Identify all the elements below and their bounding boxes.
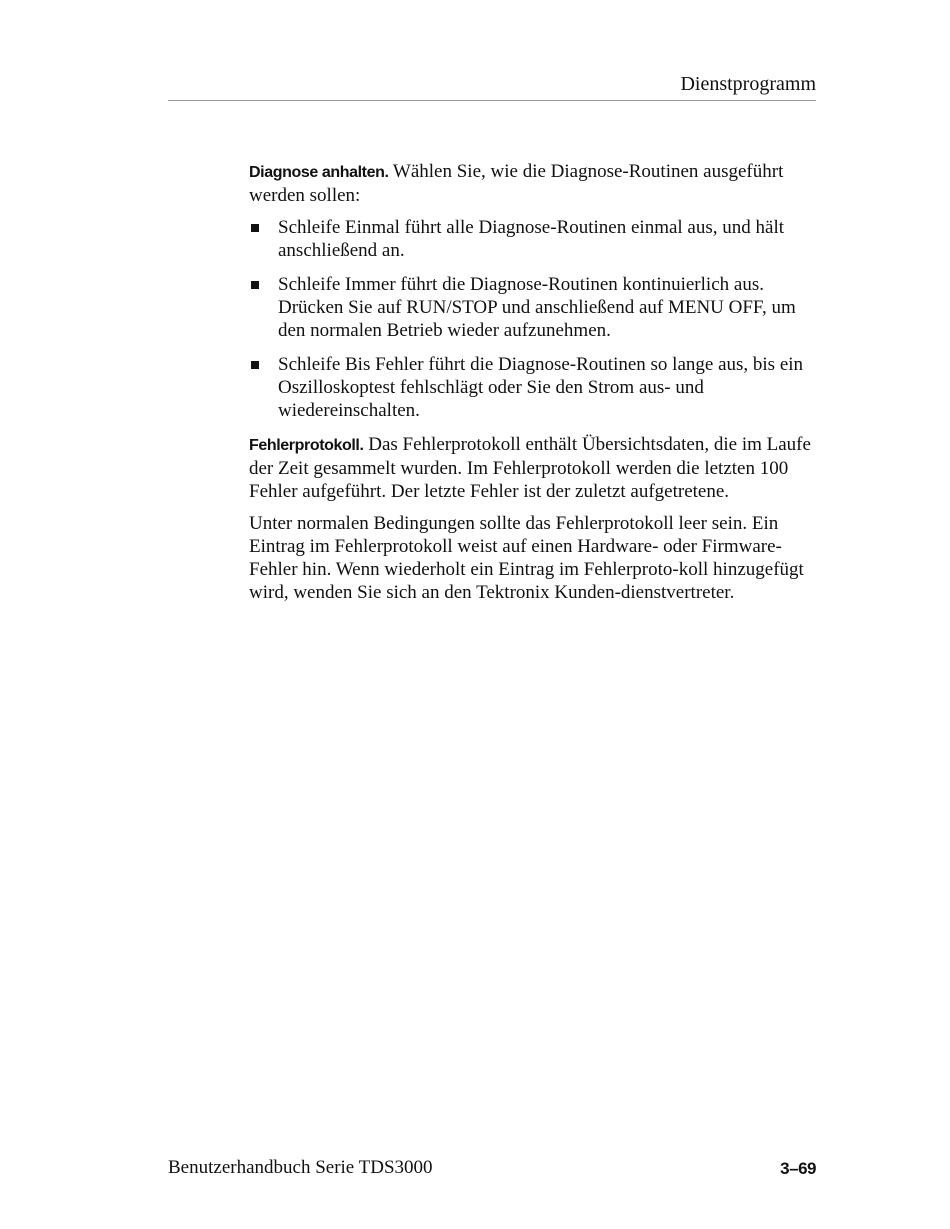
square-bullet-icon bbox=[251, 281, 259, 289]
diagnose-heading: Diagnose anhalten. bbox=[249, 164, 389, 181]
main-content bbox=[249, 160, 815, 613]
page-footer bbox=[168, 1156, 816, 1184]
square-bullet-icon bbox=[251, 224, 259, 232]
list-item bbox=[249, 353, 815, 422]
diagnose-text: Wählen Sie, wie die Diagnose-Routinen ausgeführt werden sollen: bbox=[249, 161, 784, 206]
page-header bbox=[168, 72, 816, 101]
diagnose-paragraph bbox=[249, 160, 815, 207]
normal-conditions-paragraph: Unter normalen Bedingungen sollte das Fehlerprotokoll leer sein. Ein Eintrag im Fehlerprotokoll weist auf einen Hardware- oder Firmware-Fehler hin. Wenn wiederholt ein Eintrag im Fehlerproto-koll hinzugefügt wird, wenden Sie sich an den Tektronix Kunden-dienstvertreter. bbox=[249, 513, 804, 603]
list-item-text: Schleife Einmal führt alle Diagnose-Routinen einmal aus, und hält anschließend an. bbox=[278, 217, 785, 261]
list-item-text: Schleife Bis Fehler führt die Diagnose-Routinen so lange aus, bis ein Oszilloskoptest fehlschlägt oder Sie den Strom aus- und wiedereinschalten. bbox=[278, 354, 804, 421]
fehlerprotokoll-paragraph bbox=[249, 433, 815, 503]
list-item bbox=[249, 273, 815, 342]
square-bullet-icon bbox=[251, 361, 259, 369]
fehlerprotokoll-text: Das Fehlerprotokoll enthält Übersichtsdaten, die im Laufe der Zeit gesammelt wurden. Im Fehlerprotokoll werden die letzten 100 Fehler aufgeführt. Der letzte Fehler ist der zuletzt aufgetretene. bbox=[249, 434, 811, 502]
section-title: Dienstprogramm bbox=[680, 73, 816, 95]
page-number: 3–69 bbox=[780, 1159, 816, 1178]
manual-title: Benutzerhandbuch Serie TDS3000 bbox=[168, 1157, 433, 1178]
fehlerprotokoll-heading: Fehlerprotokoll. bbox=[249, 437, 364, 454]
list-item bbox=[249, 216, 815, 262]
list-item-text: Schleife Immer führt die Diagnose-Routinen kontinuierlich aus. Drücken Sie auf RUN/STOP und anschließend auf MENU OFF, um den normalen Betrieb wieder aufzunehmen. bbox=[278, 274, 796, 341]
loop-options-list bbox=[249, 216, 815, 422]
